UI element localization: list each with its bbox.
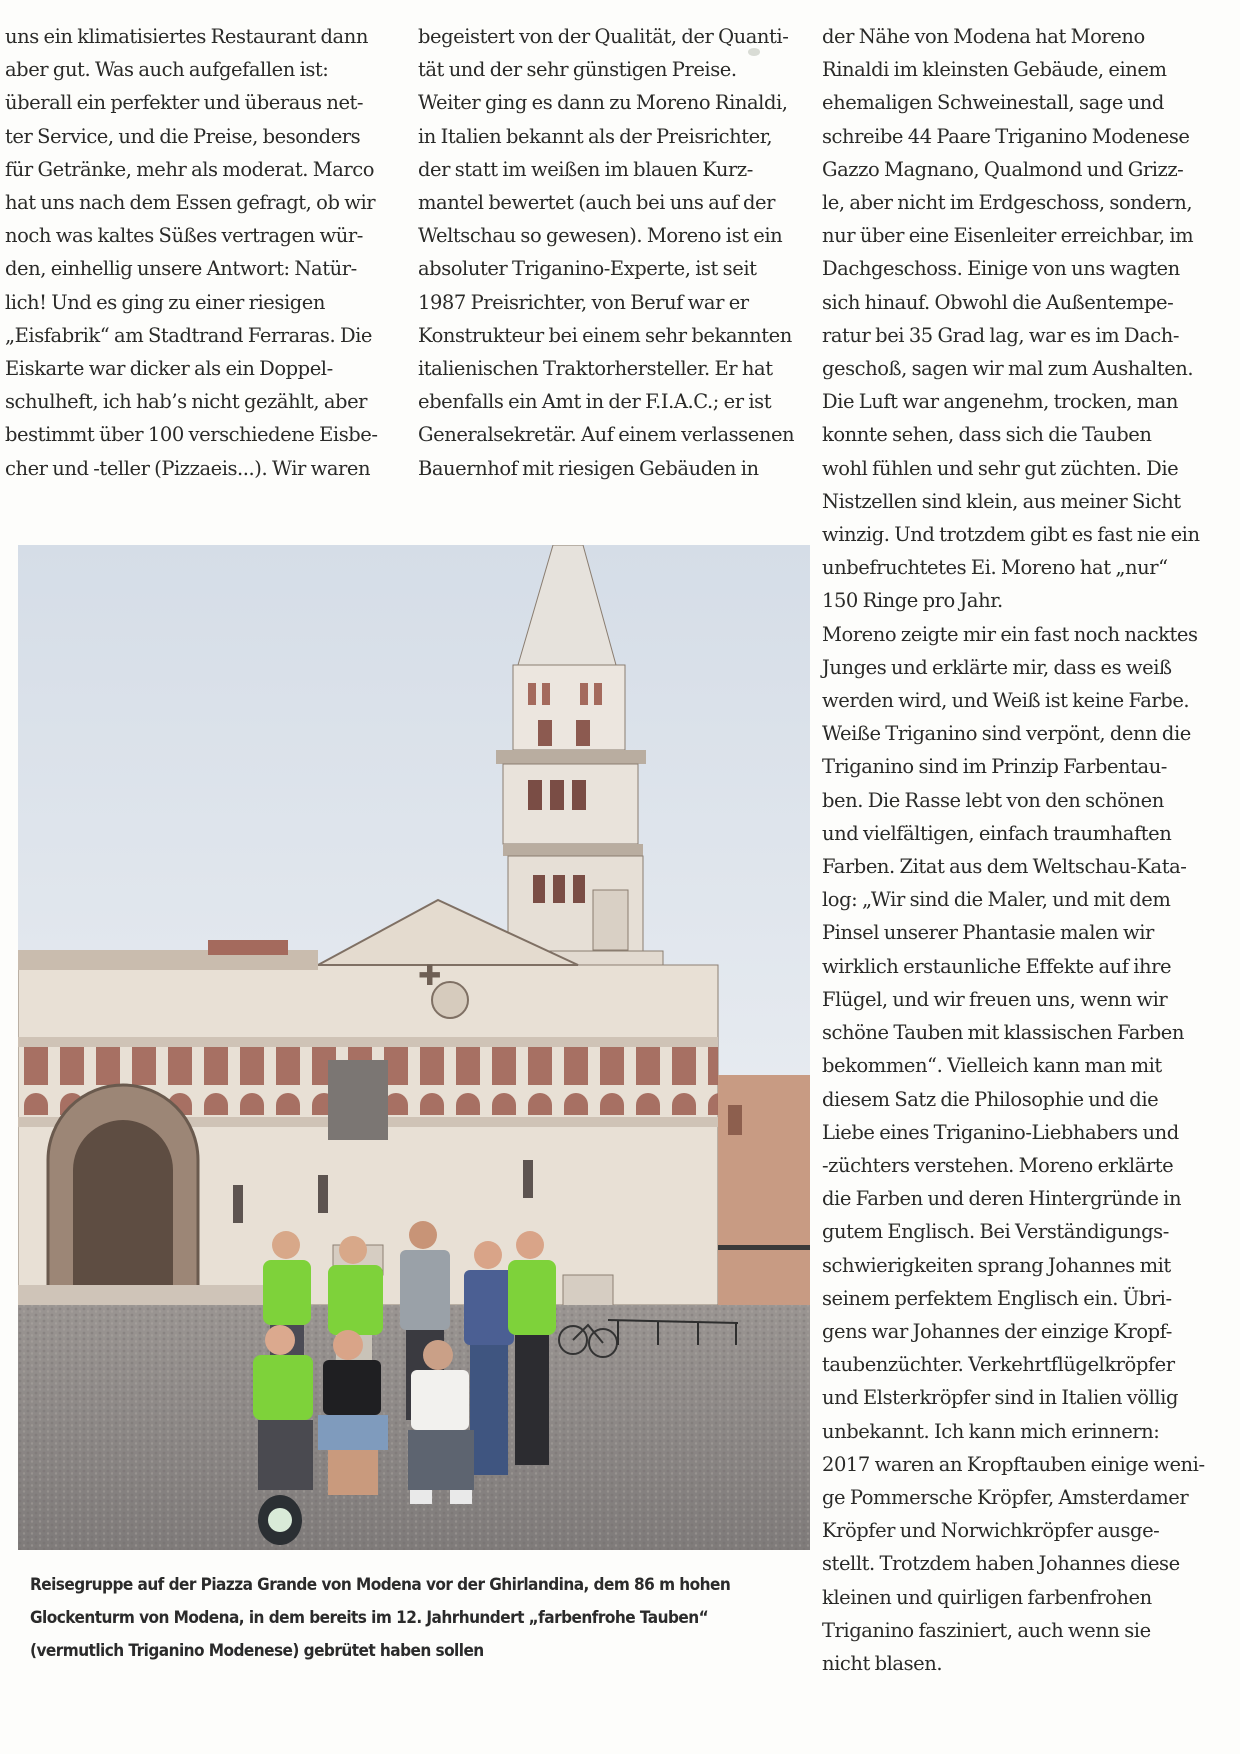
text-line: mantel bewertet (auch bei uns auf der xyxy=(418,191,776,215)
text-line: ehemaligen Schweinestall, sage und xyxy=(822,91,1164,115)
text-line: der statt im weißen im blauen Kurz- xyxy=(418,157,753,181)
text-line: schulheft, ich hab’s nicht gezählt, aber xyxy=(5,390,368,414)
text-line: stellt. Trotzdem haben Johannes diese xyxy=(822,1552,1180,1576)
text-line: in Italien bekannt als der Preisrichter, xyxy=(418,124,773,148)
cathedral-group-photo xyxy=(18,545,810,1550)
article-column-2 xyxy=(418,20,803,485)
text-line: Triganino sind im Prinzip Farbentau- xyxy=(822,755,1167,779)
text-line: Nistzellen sind klein, aus meiner Sicht xyxy=(822,489,1181,513)
caption-line: (vermutlich Triganino Modenese) gebrütet haben sollen xyxy=(30,1641,484,1660)
text-line: Generalsekretär. Auf einem verlassenen xyxy=(418,423,795,447)
photo-caption xyxy=(30,1568,737,1667)
text-line: sich hinauf. Obwohl die Außentempe- xyxy=(822,290,1174,314)
text-line: absoluter Triganino-Experte, ist seit xyxy=(418,257,757,281)
text-line: ge Pommersche Kröpfer, Amsterdamer xyxy=(822,1485,1189,1509)
text-line: wohl fühlen und sehr gut züchten. Die xyxy=(822,456,1179,480)
svg-text:✚: ✚ xyxy=(418,959,442,992)
text-line: den, einhellig unsere Antwort: Natür- xyxy=(5,257,357,281)
text-line: Weiter ging es dann zu Moreno Rinaldi, xyxy=(418,91,788,115)
text-line: „Eisfabrik“ am Stadtrand Ferraras. Die xyxy=(5,323,373,347)
text-line: unbekannt. Ich kann mich erinnern: xyxy=(822,1419,1160,1443)
text-line: winzig. Und trotzdem gibt es fast nie ein xyxy=(822,523,1200,547)
text-line: der Nähe von Modena hat Moreno xyxy=(822,25,1145,48)
text-line: Pinsel unserer Phantasie malen wir xyxy=(822,921,1154,945)
text-line: Dachgeschoss. Einige von uns wagten xyxy=(822,257,1180,281)
text-line: bestimmt über 100 verschiedene Eisbe- xyxy=(5,423,378,447)
text-line: schreibe 44 Paare Triganino Modenese xyxy=(822,124,1190,148)
text-line: nur über eine Eisenleiter erreichbar, im xyxy=(822,224,1194,248)
article-column-1 xyxy=(5,20,378,485)
text-line: gens war Johannes der einzige Kropf- xyxy=(822,1319,1172,1343)
text-line: Gazzo Magnano, Qualmond und Grizz- xyxy=(822,157,1184,181)
text-line: Farben. Zitat aus dem Weltschau-Kata- xyxy=(822,855,1187,879)
text-line: werden wird, und Weiß ist keine Farbe. xyxy=(822,689,1190,713)
text-line: konnte sehen, dass sich die Tauben xyxy=(822,423,1152,447)
text-line: ter Service, und die Preise, besonders xyxy=(5,124,361,148)
text-line: Bauernhof mit riesigen Gebäuden in xyxy=(418,456,759,480)
text-line: Rinaldi im kleinsten Gebäude, einem xyxy=(822,58,1167,82)
text-line: Konstrukteur bei einem sehr bekannten xyxy=(418,323,792,347)
text-line: lich! Und es ging zu einer riesigen xyxy=(5,290,325,314)
text-line: Kröpfer und Norwichkröpfer ausge- xyxy=(822,1519,1160,1543)
text-line: Liebe eines Triganino-Liebhabers und xyxy=(822,1120,1179,1144)
text-line: Flügel, und wir freuen uns, wenn wir xyxy=(822,987,1168,1011)
text-line: schwierigkeiten sprang Johannes mit xyxy=(822,1253,1171,1277)
text-line: bekommen“. Vielleich kann man mit xyxy=(822,1054,1162,1078)
text-line: le, aber nicht im Erdgeschoss, sondern, xyxy=(822,191,1193,215)
text-line: Junges und erklärte mir, dass es weiß xyxy=(822,655,1172,679)
text-line: ben. Die Rasse lebt von den schönen xyxy=(822,788,1164,812)
text-line: Eiskarte war dicker als ein Doppel- xyxy=(5,357,333,381)
text-line: tät und der sehr günstigen Preise. xyxy=(418,58,737,82)
text-line: für Getränke, mehr als moderat. Marco xyxy=(5,157,375,181)
text-line: wirklich erstaunliche Effekte auf ihre xyxy=(822,954,1172,978)
article-column-3 xyxy=(822,20,1232,1680)
text-line: überall ein perfekter und überaus net- xyxy=(5,91,364,115)
text-line: Weltschau so gewesen). Moreno ist ein xyxy=(418,224,783,248)
text-line: cher und -teller (Pizzaeis...). Wir waren xyxy=(5,456,371,480)
text-line: ratur bei 35 Grad lag, war es im Dach- xyxy=(822,323,1180,347)
text-line: nicht blasen. xyxy=(822,1651,943,1675)
text-line: Die Luft war angenehm, trocken, man xyxy=(822,390,1179,414)
text-line: schöne Tauben mit klassischen Farben xyxy=(822,1021,1184,1045)
text-line: begeistert von der Qualität, der Quanti- xyxy=(418,25,789,48)
text-line: 2017 waren an Kropftauben einige weni- xyxy=(822,1452,1205,1476)
caption-line: Reisegruppe auf der Piazza Grande von Modena vor der Ghirlandina, dem 86 m hohen xyxy=(30,1575,731,1594)
text-line: uns ein klimatisiertes Restaurant dann xyxy=(5,25,368,48)
text-line: Weiße Triganino sind verpönt, denn die xyxy=(822,722,1191,746)
text-line: taubenzüchter. Verkehrtflügelkröpfer xyxy=(822,1353,1175,1377)
text-line: seinem perfektem Englisch ein. Übri- xyxy=(822,1286,1172,1310)
text-line: 150 Ringe pro Jahr. xyxy=(822,589,1003,613)
text-line: ebenfalls ein Amt in der F.I.A.C.; er ist xyxy=(418,390,772,414)
text-line: -züchters verstehen. Moreno erklärte xyxy=(822,1153,1174,1177)
text-line: diesem Satz die Philosophie und die xyxy=(822,1087,1159,1111)
text-line: die Farben und deren Hintergründe in xyxy=(822,1187,1182,1211)
text-line: geschoß, sagen wir mal zum Aushalten. xyxy=(822,357,1194,381)
text-line: 1987 Preisrichter, von Beruf war er xyxy=(418,290,749,314)
text-line: Triganino fasziniert, auch wenn sie xyxy=(822,1618,1151,1642)
text-line: und Elsterkröpfer sind in Italien völlig xyxy=(822,1386,1178,1410)
text-line: hat uns nach dem Essen gefragt, ob wir xyxy=(5,191,376,215)
text-line: italienischen Traktorhersteller. Er hat xyxy=(418,357,773,381)
text-line: Moreno zeigte mir ein fast noch nacktes xyxy=(822,622,1198,646)
caption-line: Glockenturm von Modena, in dem bereits im 12. Jahrhundert „farbenfrohe Tauben“ xyxy=(30,1608,709,1627)
text-line: kleinen und quirligen farbenfrohen xyxy=(822,1585,1152,1609)
text-line: log: „Wir sind die Maler, und mit dem xyxy=(822,888,1171,912)
text-line: und vielfältigen, einfach traumhaften xyxy=(822,821,1172,845)
print-smudge xyxy=(748,48,760,56)
text-line: unbefruchtetes Ei. Moreno hat „nur“ xyxy=(822,556,1168,580)
text-line: noch was kaltes Süßes vertragen wür- xyxy=(5,224,363,248)
text-line: gutem Englisch. Bei Verständigungs- xyxy=(822,1220,1169,1244)
text-line: aber gut. Was auch aufgefallen ist: xyxy=(5,58,329,82)
